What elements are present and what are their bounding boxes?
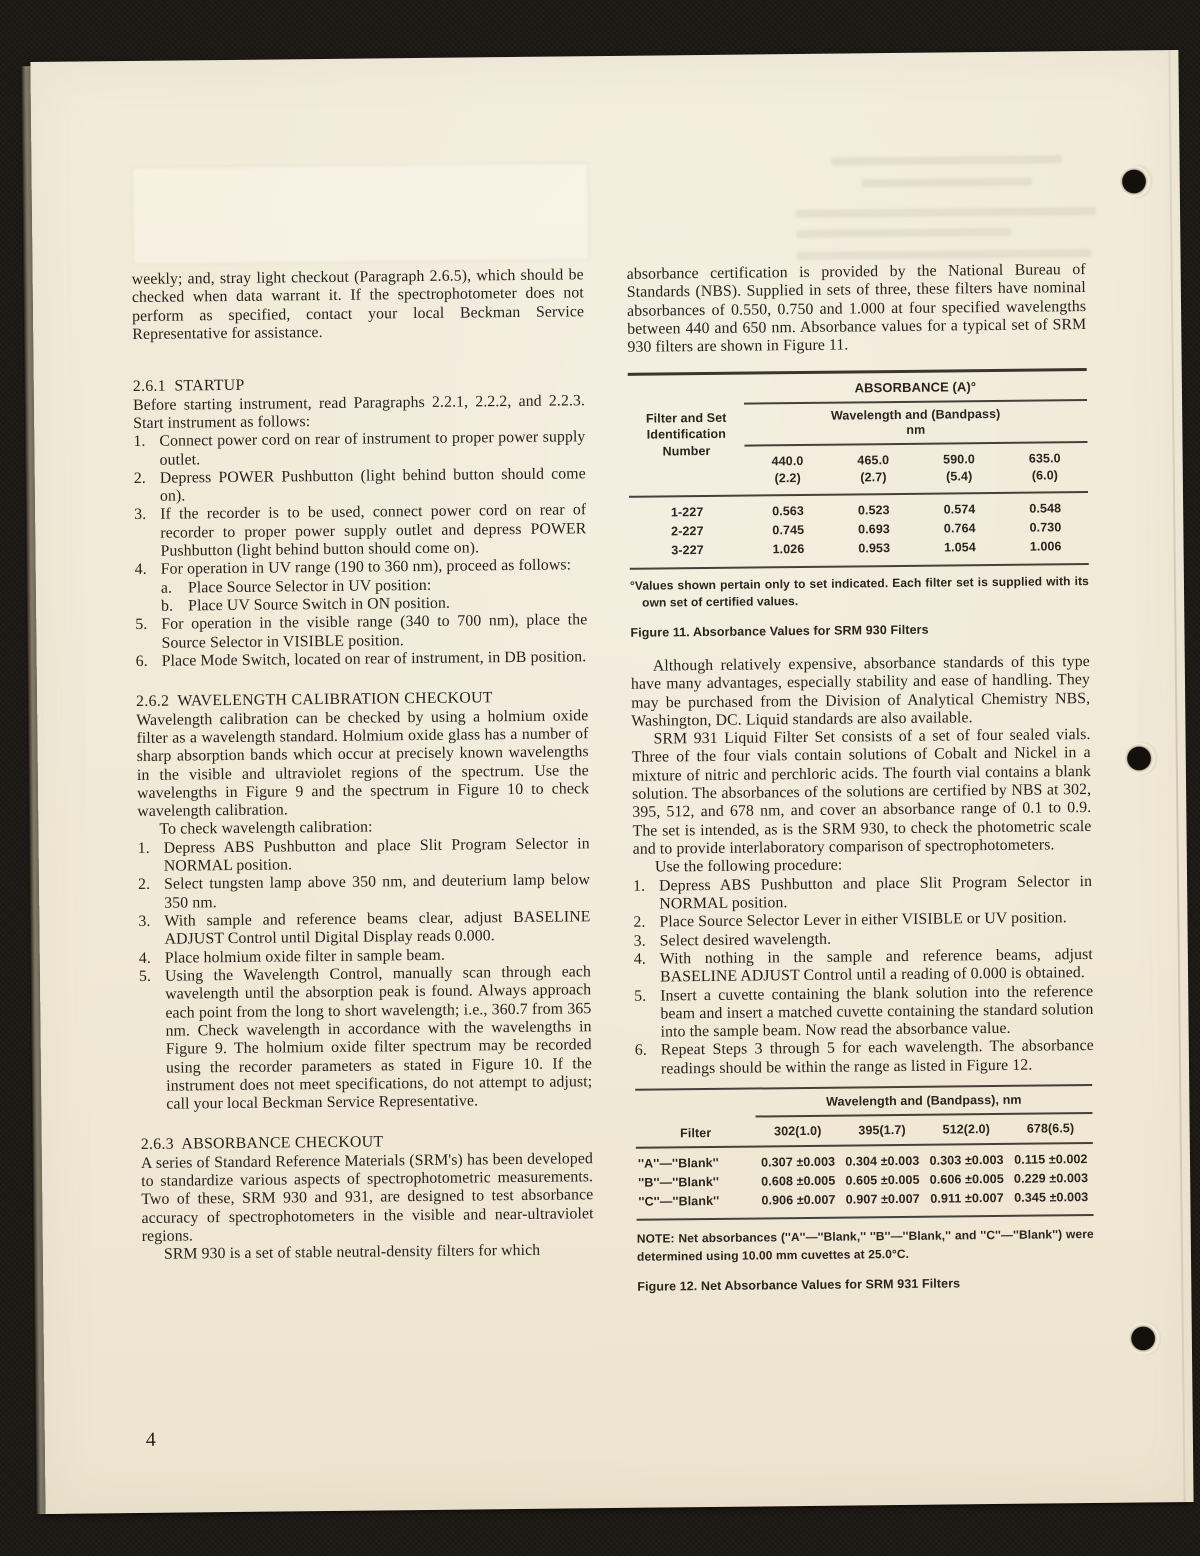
absorbance-value: 0.745 (772, 522, 805, 537)
list-item-text: For operation in UV range (190 to 360 nm), proceed as follows: (160, 556, 572, 579)
figure-11-body (629, 493, 1089, 568)
bleedthrough-figure-box (132, 162, 590, 265)
list-item-text: Depress ABS Pushbutton and place Slit Program Selector in NORMAL position. (163, 834, 590, 875)
filter-id: 1-227 (670, 504, 704, 520)
absorbance-value: 0.548 (1029, 500, 1062, 516)
paragraph: Wavelength calibration can be checked by using a holmium oxide filter as a wavelength standard. Holmium oxide glass has a number of sharp absorption bands which occur at precisely known wavelengths in the visible and ultraviolet regions of the spectrum. Use the wavelengths in Figure 9 and the spectrum in Figure 10 to check wavelength calibration. (136, 706, 590, 821)
absorbance-value: 0.730 (1029, 519, 1062, 535)
column-header (1002, 450, 1088, 485)
bleedthrough-line (796, 228, 1011, 238)
right-column (627, 261, 1097, 1295)
list-item-number: 2. (133, 469, 146, 487)
list-item-letter: a. (160, 579, 173, 597)
list-item-text: Using the Wavelength Control, manually scan through each wavelength until the absorption peak is found. Always approach each point from the long to short wavelength; i.e., 360.7 from 365 nm. Check wavelength in accordance with the wavelengths in Figure 9. The holmium oxide filter spectrum may be recorded using the recorder parameters as stated in Figure 10. If the instrument does not meet specifications, do not attempt to adjust; call your local Beckman Service Representative. (164, 963, 593, 1113)
list-item-text: Place holmium oxide filter in sample beam. (164, 946, 446, 967)
absorbance-value: 1.006 (1029, 538, 1062, 554)
page-edge-crease (1168, 50, 1185, 1502)
net-absorbance-value: 0.229 ±0.003 (1013, 1171, 1089, 1187)
list-item-text: Select desired wavelength. (659, 930, 832, 950)
list-item-number: 4. (138, 949, 151, 967)
list-item-text: Place Mode Switch, located on rear of instrument, in DB position. (161, 648, 587, 670)
manual-page (30, 50, 1193, 1514)
list-item (139, 963, 593, 1114)
list-item-text: Select tungsten lamp above 350 nm, and deuterium lamp below 350 nm. (163, 871, 591, 912)
figure-12-caption: Figure 12. Net Absorbance Values for SRM 931 Filters (637, 1276, 961, 1295)
bleedthrough-line (862, 178, 1032, 188)
wavelength: 465.0 (857, 452, 890, 468)
figure-11-column-headers (744, 443, 1087, 494)
numbered-list-wavelength-calibration (138, 835, 593, 1114)
column-header: 678(6.5) (1026, 1120, 1075, 1136)
list-item (633, 873, 1092, 914)
absorbance-value: 0.693 (858, 521, 890, 537)
list-item-text: Connect power cord on rear of instrument to proper power supply outlet. (159, 428, 586, 469)
list-item-number: 3. (138, 912, 151, 930)
bleedthrough-line (831, 155, 1061, 165)
list-item-number: 5. (138, 967, 152, 985)
list-item (138, 908, 590, 949)
filter-id: 2-227 (671, 523, 704, 539)
bleedthrough-line (796, 249, 1091, 260)
section-heading-2-6-1: 2.6.1 STARTUP (132, 377, 245, 396)
paragraph: Before starting instrument, read Paragraphs 2.2.1, 2.2.2, and 2.2.3. Start instrument as follows: (132, 391, 586, 432)
column-header (916, 451, 1002, 486)
paragraph-continuation: absorbance certification is provided by the National Bureau of Standards (NBS). Supplied in sets of three, these filters have nominal absorbances of 0.550, 0.750 and 1.000 at four specified wavelengths between 440 and 650 nm. Absorbance values for a typical set of SRM 930 filters are shown in Figure 11. (626, 261, 1087, 357)
section-heading-2-6-3: 2.6.3 ABSORBANCE CHECKOUT (140, 1133, 384, 1154)
net-absorbance-value: 0.115 ±0.002 (1014, 1152, 1088, 1168)
list-item-number: 5. (135, 616, 148, 634)
list-item-letter: b. (161, 597, 174, 615)
absorbance-value: 1.026 (772, 541, 805, 556)
list-item-text: For operation in the visible range (340 to 700 nm), place the Source Selector in VISIBLE position. (161, 611, 588, 652)
list-item-number: 2. (633, 913, 646, 932)
absorbance-value: 0.563 (772, 503, 805, 518)
list-item-number: 1. (133, 433, 146, 451)
punch-hole-bottom (1129, 1321, 1163, 1355)
list-item (135, 612, 587, 653)
list-item-text: With sample and reference beams clear, adjust BASELINE ADJUST Control until Digital Display reads 0.000. (164, 908, 591, 949)
figure-11-group-header: Wavelength and (Bandpass) nm (830, 406, 1001, 438)
list-item-number: 3. (633, 932, 646, 950)
net-absorbance-value: 0.911 ±0.007 (930, 1191, 1004, 1207)
list-item (133, 428, 585, 469)
net-absorbance-value: 0.605 ±0.005 (845, 1173, 920, 1189)
wavelength: 440.0 (771, 453, 804, 469)
table-row (636, 1188, 1093, 1212)
list-item-text: With nothing in the sample and reference beams, adjust BASELINE ADJUST Control until a reading of 0.000 is obtained. (659, 945, 1093, 986)
list-item-number: 5. (634, 987, 647, 1005)
list-item-number: 6. (634, 1042, 647, 1060)
paragraph: SRM 930 is a set of stable neutral-density filters for which (163, 1242, 541, 1264)
list-item-number: 1. (633, 877, 646, 895)
numbered-list-startup (133, 428, 587, 671)
paragraph: Although relatively expensive, absorbance standards of this type have many advantages, especially stability and ease of handling. They may be purchased from the Division of Analytical Chemistry NBS, Washington, DC. Liquid standards are also available. (630, 652, 1091, 730)
list-item-text: If the recorder is to be used, connect power cord on rear of recorder to proper power supply outlet and depress POWER Pushbutton (light behind button should come on). (160, 501, 587, 560)
punch-hole-middle (1125, 741, 1159, 775)
list-item-text: Depress ABS Pushbutton and place Slit Program Selector in NORMAL position. (658, 872, 1093, 913)
filter-id: 3-227 (671, 542, 704, 558)
list-item (138, 835, 590, 876)
figure-12-note: NOTE: Net absorbances (''A''—''Blank,'' ''B''—''Blank,'' and ''C''—''Blank'') were determined using 10.00 mm cuvettes at 25.0°C. (636, 1227, 1094, 1265)
list-item-number: 3. (134, 506, 147, 524)
left-column (132, 266, 594, 1264)
list-item (134, 465, 586, 506)
figure-11-row-header: Filter and Set Identification Number (645, 411, 727, 459)
bandpass: (2.2) (774, 470, 801, 486)
filter-label: ''A''—''Blank'' (637, 1156, 719, 1172)
punch-hole-top (1120, 164, 1154, 198)
column-header: 395(1.7) (858, 1122, 906, 1138)
list-item-number: 2. (137, 876, 151, 894)
list-item (138, 872, 590, 913)
paragraph: A series of Standard Reference Materials (SRM's) has been developed to standardize various aspects of spectrophotometric measurements. Two of these, SRM 930 and 931, are designed to test absorbance accuracy of spectrophotometers in the visible and near-ultraviolet regions. (140, 1149, 594, 1245)
table-row (629, 537, 1088, 561)
figure-11-title: ABSORBANCE (A)° (854, 378, 977, 395)
net-absorbance-value: 0.907 ±0.007 (845, 1192, 920, 1208)
page-number: 4 (145, 1428, 156, 1451)
list-item (136, 648, 588, 671)
list-item (634, 983, 1094, 1043)
figure-12-filter-label: Filter (680, 1125, 712, 1141)
wavelength: 635.0 (1028, 451, 1061, 466)
list-item-text: Repeat Steps 3 through 5 for each wavelength. The absorbance readings should be within the range as listed in Figure 12. (660, 1037, 1094, 1078)
net-absorbance-value: 0.307 ±0.003 (760, 1155, 836, 1170)
bleedthrough-line (796, 207, 1096, 218)
figure-12-header (635, 1086, 1093, 1147)
paragraph-continuation: weekly; and, stray light checkout (Paragraph 2.6.5), which should be checked when data warrant it. If the spectrophotometer does not perform as specified, contact your local Beckman Service Representative for assistance. (131, 266, 585, 343)
list-item-number: 4. (633, 950, 647, 968)
absorbance-value: 0.574 (943, 501, 976, 517)
paragraph: To check wavelength calibration: (159, 818, 373, 839)
list-item-text: Depress POWER Pushbutton (light behind button should come on). (159, 465, 586, 505)
net-absorbance-value: 0.606 ±0.005 (929, 1172, 1004, 1188)
bandpass: (2.7) (860, 469, 887, 485)
figure-11-footnote: °Values shown pertain only to set indicated. Each filter set is supplied with its own set of certified values. (629, 573, 1089, 610)
net-absorbance-value: 0.906 ±0.007 (761, 1193, 836, 1208)
column-header: 302(1.0) (774, 1123, 822, 1138)
figure-12-column-headers (756, 1114, 1093, 1146)
filter-label: ''B''—''Blank'' (638, 1175, 720, 1191)
list-item (635, 1037, 1094, 1078)
figure-11-table (628, 368, 1090, 641)
absorbance-value: 1.054 (943, 539, 976, 555)
figure-12-group-header: Wavelength and (Bandpass), nm (826, 1092, 1022, 1109)
section-heading-2-6-2: 2.6.2 WAVELENGTH CALIBRATION CHECKOUT (136, 689, 493, 711)
column-header (830, 452, 916, 487)
bandpass: (5.4) (946, 468, 973, 484)
column-header (745, 453, 831, 488)
list-item-number: 1. (137, 839, 150, 857)
list-item-text: Place Source Selector in UV position: (187, 576, 432, 597)
figure-11-header-right (744, 371, 1088, 495)
filter-label: ''C''—''Blank'' (638, 1194, 720, 1210)
paragraph: Use the following procedure: (654, 856, 843, 876)
column-header: 512(2.0) (942, 1121, 991, 1137)
figure-12-header-right (755, 1086, 1093, 1146)
figure-12-table (635, 1084, 1094, 1295)
absorbance-value: 0.953 (858, 540, 891, 556)
paragraph: SRM 931 Liquid Filter Set consists of a set of four sealed vials. Three of the four vials contain solutions of Cobalt and Nickel in a mixture of nitric and perchloric acids. The fourth vial contains a blank solution. The absorbances of the solutions are certified by NBS at 302, 395, 512, and 678 nm, and cover an absorbance range of 0.1 to 0.9. The set is intended, as is the SRM 930, to check the photometric scale and to provide interlaboratory comparison of spectrophotometers. (631, 726, 1092, 858)
net-absorbance-value: 0.345 ±0.003 (1014, 1190, 1089, 1206)
list-item-number: 4. (134, 561, 147, 579)
list-item (634, 946, 1093, 987)
list-item-text: Place UV Source Switch in ON position. (188, 594, 451, 615)
net-absorbance-value: 0.303 ±0.003 (929, 1153, 1004, 1169)
absorbance-value: 0.764 (943, 520, 976, 536)
net-absorbance-value: 0.304 ±0.003 (845, 1154, 920, 1170)
wavelength: 590.0 (943, 452, 975, 467)
list-item-text: Place Source Selector Lever in either VISIBLE or UV position. (659, 909, 1067, 931)
list-item-number: 6. (135, 652, 148, 670)
figure-12-body (636, 1144, 1094, 1219)
net-absorbance-value: 0.608 ±0.005 (761, 1174, 836, 1189)
figure-11-header (628, 371, 1088, 496)
list-item (134, 502, 587, 562)
numbered-list-srm931-procedure (633, 873, 1094, 1079)
bandpass: (6.0) (1031, 468, 1059, 483)
absorbance-value: 0.523 (857, 502, 890, 518)
list-item-text: Insert a cuvette containing the blank solution into the reference beam and insert a matched cuvette containing the standard solution into the sample beam. Now read the absorbance value. (660, 982, 1094, 1041)
figure-11-caption: Figure 11. Absorbance Values for SRM 930 Filters (630, 623, 929, 641)
